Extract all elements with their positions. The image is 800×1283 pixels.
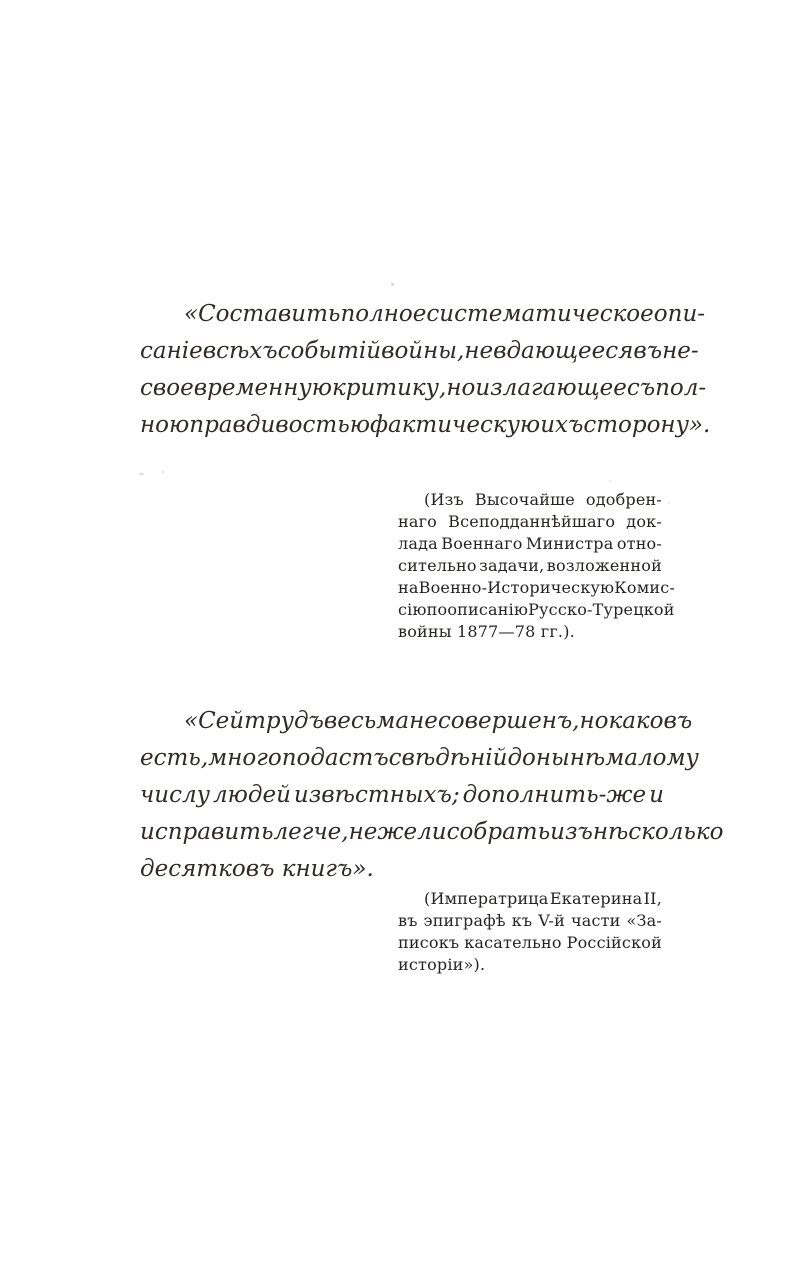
word: II, xyxy=(643,889,662,908)
scan-speck xyxy=(668,502,670,504)
word: нежели xyxy=(348,819,447,845)
word: ною xyxy=(140,412,190,438)
word: Россійской xyxy=(566,933,662,952)
word: описанію xyxy=(447,600,529,619)
word: легче, xyxy=(273,819,349,845)
word: событій xyxy=(277,338,382,364)
text-line xyxy=(140,740,699,777)
word: людей xyxy=(213,782,291,808)
word: касательно xyxy=(464,933,562,952)
word: Высочайше xyxy=(474,490,575,509)
word: Екатерина xyxy=(549,889,643,908)
epigraph-quote-2 xyxy=(140,703,724,888)
word: док- xyxy=(626,512,662,531)
word: писокъ xyxy=(398,933,460,952)
text-line xyxy=(398,489,662,511)
scan-speck xyxy=(139,473,144,475)
word: задачи, xyxy=(479,556,545,575)
word: наго xyxy=(398,512,438,531)
word: къ xyxy=(511,911,533,930)
word: но xyxy=(446,375,476,401)
text-line xyxy=(398,932,662,954)
word: сторону». xyxy=(583,412,711,438)
word: и xyxy=(649,782,664,808)
word: саніе xyxy=(140,338,203,364)
word: на xyxy=(398,578,419,597)
text-line xyxy=(398,533,662,555)
word: (Изъ xyxy=(424,490,464,509)
word: по xyxy=(426,600,448,619)
word: части xyxy=(570,911,621,930)
word: опи- xyxy=(653,301,706,327)
word: ихъ xyxy=(540,412,584,438)
word: до xyxy=(507,745,536,771)
text-line xyxy=(140,814,724,851)
word: не- xyxy=(662,338,699,364)
word: числу xyxy=(140,782,210,808)
text-line xyxy=(398,577,675,599)
word: Военнаго xyxy=(441,534,523,553)
word: систематическое xyxy=(426,301,654,327)
text-line xyxy=(140,777,664,814)
word: есть, xyxy=(140,745,209,771)
text-line xyxy=(140,370,707,407)
word: эпиграфѣ xyxy=(423,911,506,930)
epigraph-attribution-1 xyxy=(398,489,675,643)
word: свѣдѣній xyxy=(388,745,508,771)
word: критику, xyxy=(332,375,447,401)
word: въ xyxy=(398,911,418,930)
scan-speck xyxy=(391,283,394,286)
word: собрать xyxy=(446,819,551,845)
word: фактическую xyxy=(369,412,541,438)
text-line xyxy=(398,888,662,910)
text-line xyxy=(398,910,662,932)
word: въ xyxy=(633,338,663,364)
scan-speck xyxy=(162,471,164,473)
word: сительно xyxy=(398,556,477,575)
word: правдивостью xyxy=(189,412,370,438)
word: трудъ xyxy=(244,708,324,734)
word: нѣсколько xyxy=(592,819,724,845)
text-line xyxy=(398,599,675,621)
text-line xyxy=(140,296,706,333)
text-line xyxy=(398,511,662,533)
word: но xyxy=(579,708,609,734)
word: изъ xyxy=(550,819,593,845)
word: V-й xyxy=(538,911,565,930)
word: Комис- xyxy=(614,578,675,597)
text-line xyxy=(398,555,662,577)
word: вдающееся xyxy=(493,338,634,364)
word: извѣстныхъ; xyxy=(293,782,460,808)
word: каковъ xyxy=(608,708,693,734)
word: одобрен- xyxy=(585,490,662,509)
word: «За- xyxy=(626,911,662,930)
text-line: исторіи»). xyxy=(398,955,486,974)
word: всѣхъ xyxy=(202,338,278,364)
word: лада xyxy=(398,534,438,553)
word: подастъ xyxy=(281,745,389,771)
word: Министра xyxy=(525,534,614,553)
word: своевременную xyxy=(140,375,333,401)
text-line: десятковъ книгъ». xyxy=(140,856,374,882)
word: полное xyxy=(340,301,427,327)
word: дополнить-же xyxy=(462,782,647,808)
word: Всеподданнѣйшаго xyxy=(448,512,616,531)
word: возложенной xyxy=(546,556,662,575)
word: малому xyxy=(605,745,699,771)
scan-speck xyxy=(609,480,611,482)
word: (Императрица xyxy=(424,889,549,908)
word: много xyxy=(208,745,282,771)
word: несовершенъ, xyxy=(409,708,580,734)
epigraph-attribution-2 xyxy=(398,888,662,976)
word: не xyxy=(464,338,494,364)
word: нынѣ xyxy=(535,745,606,771)
word: пол- xyxy=(655,375,707,401)
word: «Составить xyxy=(184,301,341,327)
word: войны, xyxy=(381,338,465,364)
word: съ xyxy=(626,375,656,401)
text-line: войны 1877—78 гг.). xyxy=(398,622,575,641)
epigraph-quote-1 xyxy=(140,296,711,444)
word: «Сей xyxy=(184,708,245,734)
word: сію xyxy=(398,600,427,619)
text-line xyxy=(140,703,693,740)
word: исправить xyxy=(140,819,274,845)
word: весьма xyxy=(323,708,410,734)
text-line xyxy=(140,407,711,444)
word: излагающее xyxy=(475,375,627,401)
word: Военно-Историческую xyxy=(418,578,615,597)
text-line xyxy=(140,333,699,370)
word: отно- xyxy=(616,534,662,553)
word: Русско-Турецкой xyxy=(528,600,675,619)
